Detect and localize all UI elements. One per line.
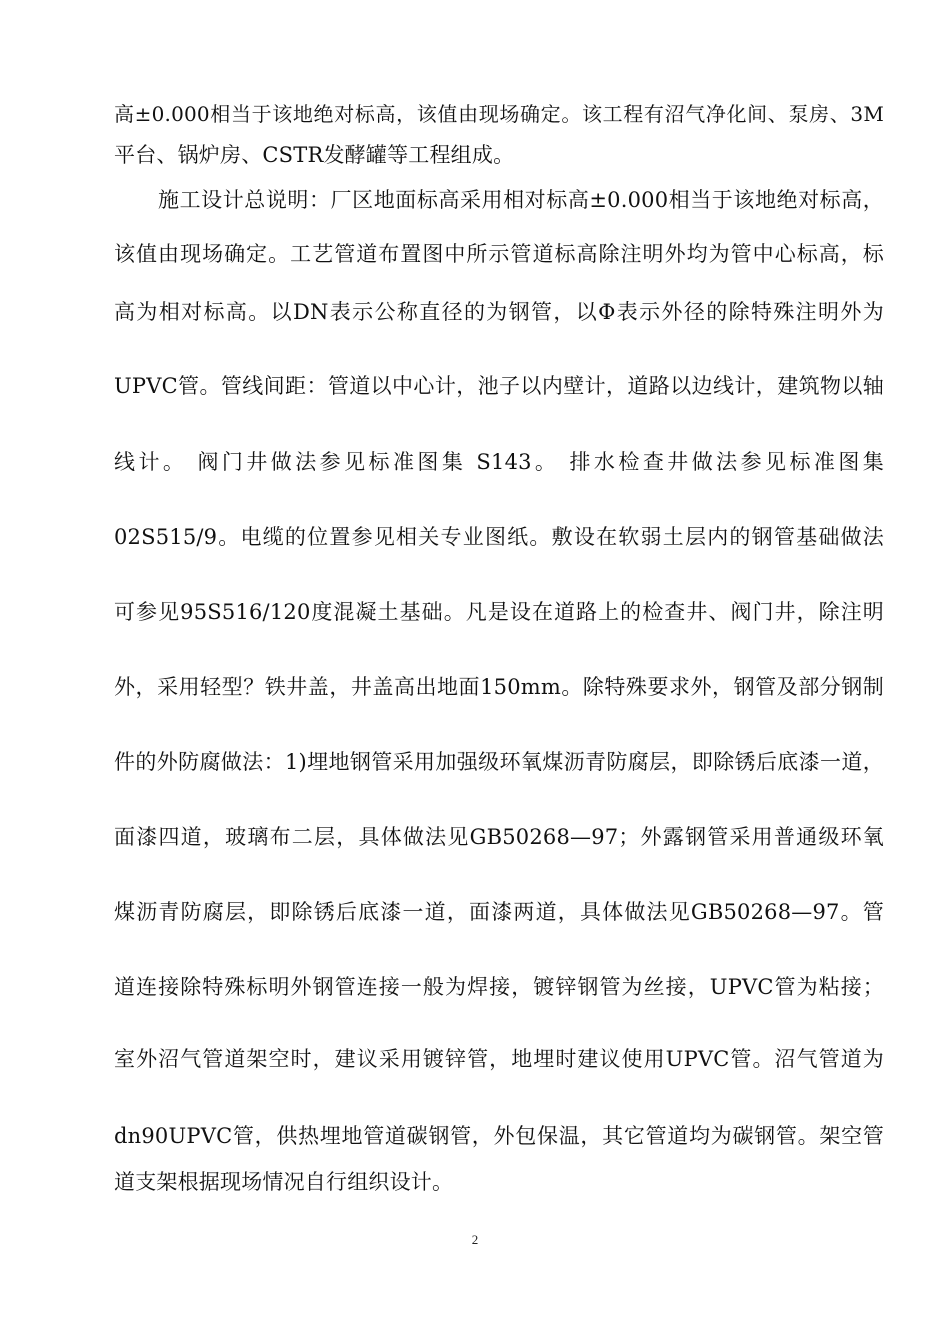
text-line: 该值由现场确定。工艺管道布置图中所示管道标高除注明外均为管中心标高，标 (114, 242, 884, 266)
text-line: 外，采用轻型？铁井盖，井盖高出地面150mm。除特殊要求外，钢管及部分钢制 (114, 675, 884, 699)
page-number: 2 (471, 1232, 479, 1247)
text-line: 高为相对标高。以DN表示公称直径的为钢管，以Φ表示外径的除特殊注明外为 (114, 300, 884, 324)
text-line: 道支架根据现场情况自行组织设计。 (114, 1170, 454, 1194)
text-line: 线计。 阀门井做法参见标准图集 S143。 排水检查井做法参见标准图集 (114, 450, 884, 474)
text-line: 道连接除特殊标明外钢管连接一般为焊接，镀锌钢管为丝接，UPVC管为粘接； (114, 975, 884, 999)
paragraph-first-line: 施工设计总说明：厂区地面标高采用相对标高±0.000相当于该地绝对标高， (158, 188, 884, 212)
text-line: dn90UPVC管，供热埋地管道碳钢管，外包保温，其它管道均为碳钢管。架空管 (114, 1124, 884, 1148)
text-line: UPVC管。管线间距：管道以中心计，池子以内壁计，道路以边线计，建筑物以轴 (114, 374, 884, 398)
text-line: 平台、锅炉房、CSTR发酵罐等工程组成。 (114, 143, 515, 167)
text-line: 件的外防腐做法：1)埋地钢管采用加强级环氧煤沥青防腐层，即除锈后底漆一道， (114, 750, 884, 774)
text-line: 室外沼气管道架空时，建议采用镀锌管，地埋时建议使用UPVC管。沼气管道为 (114, 1047, 884, 1071)
text-line: 面漆四道，玻璃布二层，具体做法见GB50268—97；外露钢管采用普通级环氧 (114, 825, 884, 849)
text-line: 可参见95S516/120度混凝土基础。凡是设在道路上的检查井、阀门井，除注明 (114, 600, 884, 624)
text-line: 02S515/9。电缆的位置参见相关专业图纸。敷设在软弱土层内的钢管基础做法 (114, 525, 884, 549)
text-line: 煤沥青防腐层，即除锈后底漆一道，面漆两道，具体做法见GB50268—97。管 (114, 900, 884, 924)
text-line: 高±0.000相当于该地绝对标高，该值由现场确定。该工程有沼气净化间、泵房、3M (114, 102, 884, 126)
